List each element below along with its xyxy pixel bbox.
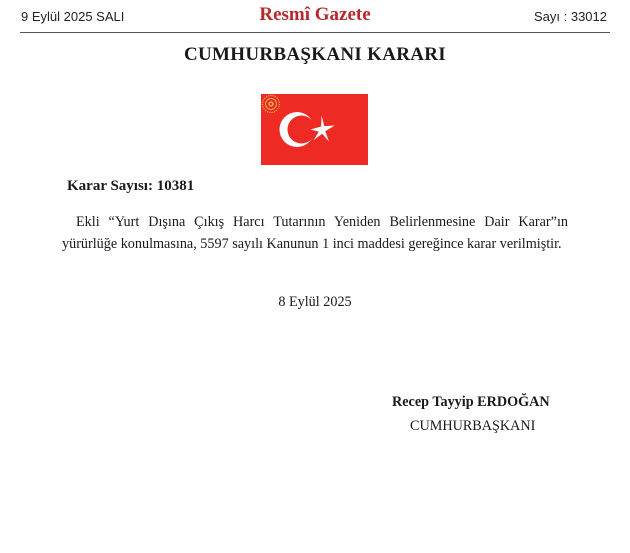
presidential-seal-icon [261, 94, 281, 114]
decision-date: 8 Eylül 2025 [278, 294, 352, 310]
decision-number: Karar Sayısı: 10381 [67, 178, 195, 194]
turkish-flag-icon [261, 94, 368, 165]
signer-name: Recep Tayyip ERDOĞAN [392, 394, 550, 410]
header-date: 9 Eylül 2025 SALI [21, 9, 125, 24]
body-line-1: Ekli “Yurt Dışına Çıkış Harcı Tutarının Yeniden Belirlenmesine Dair Karar”ın [76, 214, 568, 230]
gazette-title: Resmî Gazete [259, 4, 371, 25]
body-line-2: yürürlüğe konulmasına, 5597 sayılı Kanunun 1 inci maddesi gereğince karar verilmiştir. [62, 236, 562, 252]
signer-title: CUMHURBAŞKANI [410, 418, 536, 434]
decision-body [62, 211, 568, 255]
header-divider [20, 32, 610, 33]
decision-heading: CUMHURBAŞKANI KARARI [184, 44, 446, 65]
header-issue-number: Sayı : 33012 [534, 9, 607, 24]
